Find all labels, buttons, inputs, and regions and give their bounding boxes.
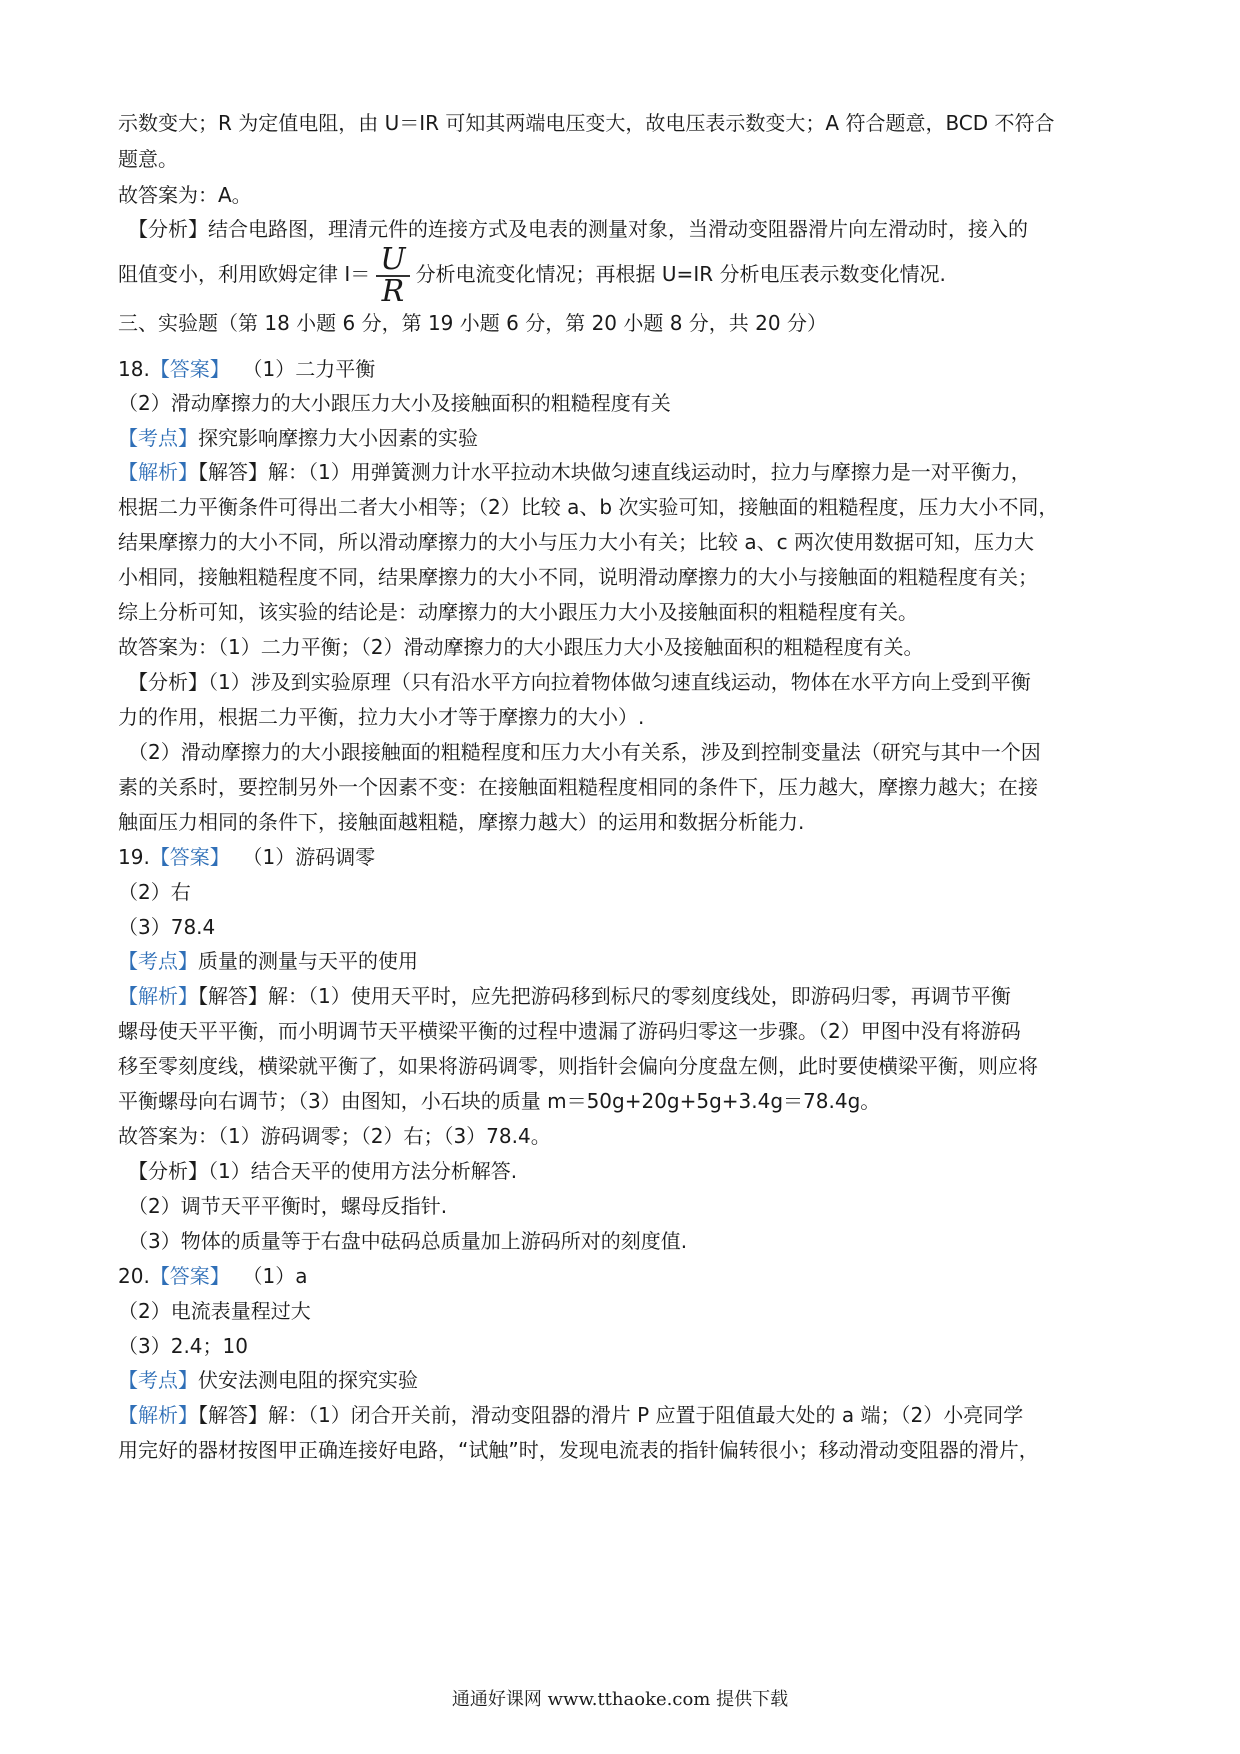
text-line: 触面压力相同的条件下，接触面越粗糙，摩擦力越大）的运用和数据分析能力. [118, 810, 805, 834]
q18-answer-line [118, 356, 1128, 382]
explain-line [118, 459, 1128, 485]
text-line: 根据二力平衡条件可得出二者大小相等；（2）比较 a、b 次实验可知，接触面的粗糙程度，压力大小不同， [118, 495, 1059, 519]
question-number: 18. [118, 357, 150, 381]
answer-line: （3）2.4；10 [118, 1334, 248, 1358]
explain-tag: 【解析】 [118, 1403, 198, 1427]
answer-text: （1）a [242, 1264, 308, 1288]
text-line: 用完好的器材按图甲正确连接好电路，“试触”时，发现电流表的指针偏转很小；移动滑动变阻器的滑片， [118, 1438, 1039, 1462]
analysis-text: 结合电路图，理清元件的连接方式及电表的测量对象，当滑动变阻器滑片向左滑动时，接入的 [208, 217, 1028, 241]
explain-tag: 【解析】 [118, 984, 198, 1008]
formula-prefix: 阻值变小，利用欧姆定律 I＝ [118, 262, 371, 286]
answer-tag: 【答案】 [149, 845, 230, 869]
analysis-tag: 【分析】 [128, 217, 208, 241]
question-number: 19. [118, 845, 150, 869]
point-tag: 【考点】 [118, 1368, 198, 1392]
answer-line: （2）右 [118, 880, 191, 904]
explain-line [118, 983, 1128, 1009]
point-text: 伏安法测电阻的探究实验 [198, 1368, 418, 1392]
text-line: （2）滑动摩擦力的大小跟接触面的粗糙程度和压力大小有关系，涉及到控制变量法（研究与其中一个因 [128, 740, 1041, 764]
text-line: （3）物体的质量等于右盘中砝码总质量加上游码所对的刻度值. [128, 1229, 688, 1253]
text-line: 小相同，接触粗糙程度不同，结果摩擦力的大小不同，说明滑动摩擦力的大小与接触面的粗糙程度有关； [118, 565, 1038, 589]
explain-text: 解：（1）用弹簧测力计水平拉动木块做匀速直线运动时，拉力与摩擦力是一对平衡力， [268, 460, 1031, 484]
section-heading: 三、实验题（第 18 小题 6 分，第 19 小题 6 分，第 20 小题 8 分，共 20 分） [118, 311, 827, 335]
text-line: 力的作用，根据二力平衡，拉力大小才等于摩擦力的大小）. [118, 705, 645, 729]
answer-line: （2）电流表量程过大 [118, 1299, 311, 1323]
analysis-tag: 【分析】 [128, 670, 208, 694]
point-line [118, 425, 1128, 451]
q19-answer-line [118, 844, 1128, 870]
answer-line: （2）滑动摩擦力的大小跟压力大小及接触面积的粗糙程度有关 [118, 391, 671, 415]
explain-tag: 【解析】 [118, 460, 198, 484]
answer-text: （1）游码调零 [242, 845, 376, 869]
analysis-tag: 【分析】 [128, 1159, 208, 1183]
point-text: 质量的测量与天平的使用 [198, 949, 418, 973]
point-text: 探究影响摩擦力大小因素的实验 [198, 426, 478, 450]
point-line [118, 1367, 1128, 1393]
ohm-law-fraction [376, 241, 409, 309]
text-line: 平衡螺母向右调节；（3）由图知，小石块的质量 m＝50g+20g+5g+3.4g＝78.4g。 [118, 1089, 881, 1113]
formula-suffix: 分析电流变化情况；再根据 U=IR 分析电压表示数变化情况. [415, 262, 946, 286]
final-answer-line: 故答案为：（1）二力平衡；（2）滑动摩擦力的大小跟压力大小及接触面积的粗糙程度有关。 [118, 635, 924, 659]
solve-tag: 【解答】 [198, 1403, 268, 1427]
answer-line: （3）78.4 [118, 915, 216, 939]
solve-tag: 【解答】 [198, 460, 268, 484]
text-line: 素的关系时，要控制另外一个因素不变：在接触面粗糙程度相同的条件下，压力越大，摩擦力越大；在接 [118, 775, 1038, 799]
question-number: 20. [118, 1264, 150, 1288]
fraction-denominator: R [381, 273, 405, 309]
text-line: 结果摩擦力的大小不同，所以滑动摩擦力的大小与压力大小有关；比较 a、c 两次使用数据可知，压力大 [118, 530, 1034, 554]
explain-text: 解：（1）闭合开关前，滑动变阻器的滑片 P 应置于阻值最大处的 a 端；（2）小亮同学 [268, 1403, 1024, 1427]
point-line [118, 948, 1128, 974]
text-line: 示数变大；R 为定值电阻，由 U＝IR 可知其两端电压变大，故电压表示数变大；A 符合题意，BCD 不符合 [118, 111, 1055, 135]
solve-tag: 【解答】 [198, 984, 268, 1008]
analysis-line [128, 216, 1138, 242]
analysis-line [128, 1158, 1138, 1184]
answer-text: （1）二力平衡 [242, 357, 376, 381]
point-tag: 【考点】 [118, 426, 198, 450]
text-line: 移至零刻度线，横梁就平衡了，如果将游码调零，则指针会偏向分度盘左侧，此时要使横梁平衡，则应将 [118, 1054, 1038, 1078]
analysis-text: （1）结合天平的使用方法分析解答. [208, 1159, 518, 1183]
point-tag: 【考点】 [118, 949, 198, 973]
explain-line [118, 1402, 1128, 1428]
fraction-numerator: U [376, 245, 409, 277]
text-line: 螺母使天平平衡，而小明调节天平横梁平衡的过程中遗漏了游码归零这一步骤。（2）甲图中没有将游码 [118, 1019, 1021, 1043]
answer-tag: 【答案】 [149, 1264, 230, 1288]
text-line: 故答案为：A。 [118, 183, 252, 207]
page-footer: 通通好课网 www.tthaoke.com 提供下载 [451, 1689, 789, 1710]
explain-text: 解：（1）使用天平时，应先把游码移到标尺的零刻度线处，即游码归零，再调节平衡 [268, 984, 1011, 1008]
text-line: 综上分析可知，该实验的结论是：动摩擦力的大小跟压力大小及接触面积的粗糙程度有关。 [118, 600, 918, 624]
q20-answer-line [118, 1263, 1128, 1289]
answer-tag: 【答案】 [149, 357, 230, 381]
analysis-text: （1）涉及到实验原理（只有沿水平方向拉着物体做匀速直线运动，物体在水平方向上受到平衡 [208, 670, 1031, 694]
formula-line [118, 241, 1128, 309]
text-line: 题意。 [118, 147, 178, 171]
analysis-line [128, 669, 1138, 695]
text-line: （2）调节天平平衡时，螺母反指针. [128, 1194, 448, 1218]
final-answer-line: 故答案为：（1）游码调零；（2）右；（3）78.4。 [118, 1124, 551, 1148]
